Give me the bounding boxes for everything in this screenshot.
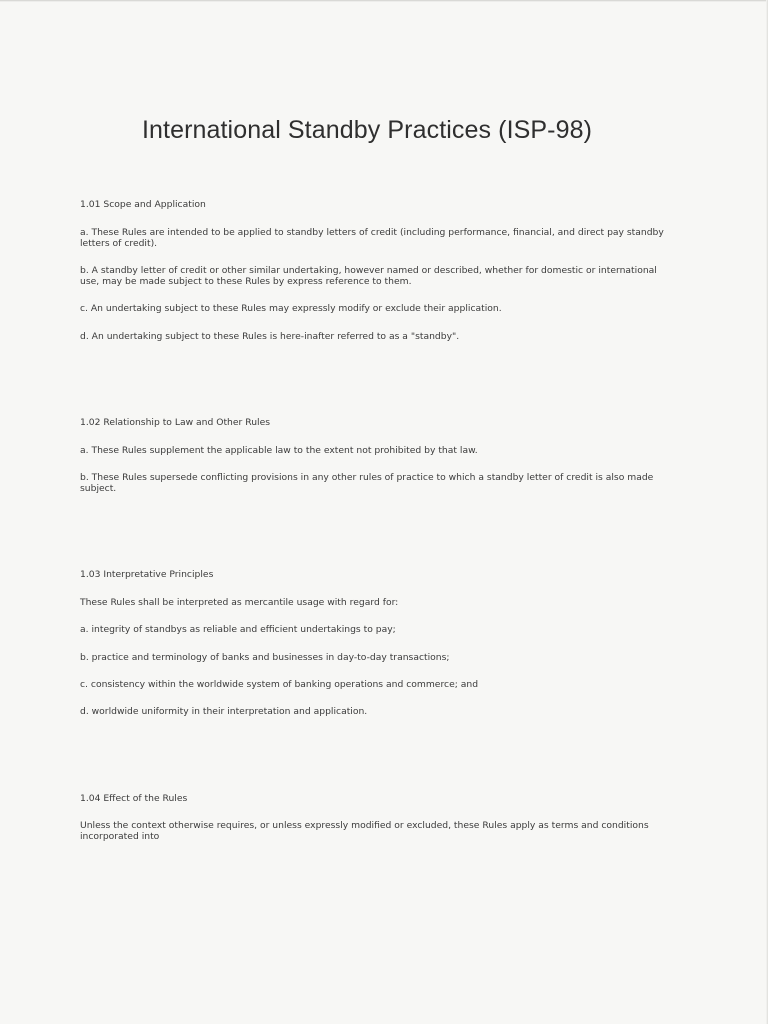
paragraph-1-01-a: a. These Rules are intended to be applied to standby letters of credit (including performance, financial, and direct pay standby letters of credit).: [80, 227, 664, 249]
paragraph-1-03-intro: These Rules shall be interpreted as mercantile usage with regard for:: [80, 597, 399, 608]
paragraph-1-03-b: b. practice and terminology of banks and businesses in day-to-day transactions;: [80, 652, 450, 663]
section-heading-1-01: 1.01 Scope and Application: [80, 199, 206, 210]
section-heading-1-04: 1.04 Effect of the Rules: [80, 793, 188, 804]
paragraph-1-01-c: c. An undertaking subject to these Rules may expressly modify or exclude their application.: [80, 303, 502, 314]
paragraph-1-04-a: Unless the context otherwise requires, or unless expressly modified or excluded, these Rules apply as terms and conditions incorporated into: [80, 820, 649, 842]
paragraph-1-01-b: b. A standby letter of credit or other similar undertaking, however named or described, whether for domestic or international use, may be made subject to these Rules by express reference to them.: [80, 265, 657, 287]
paragraph-1-01-d: d. An undertaking subject to these Rules is here-inafter referred to as a "standby".: [80, 331, 460, 342]
section-heading-1-03: 1.03 Interpretative Principles: [80, 569, 214, 580]
document-title: International Standby Practices (ISP-98): [141, 116, 593, 144]
paragraph-1-03-d: d. worldwide uniformity in their interpretation and application.: [80, 706, 368, 717]
paragraph-1-03-a: a. integrity of standbys as reliable and efficient undertakings to pay;: [80, 624, 396, 635]
paragraph-1-02-a: a. These Rules supplement the applicable law to the extent not prohibited by that law.: [80, 445, 478, 456]
paragraph-1-02-b: b. These Rules supersede conflicting provisions in any other rules of practice to which a standby letter of credit is also made subject.: [80, 472, 654, 494]
paragraph-1-03-c: c. consistency within the worldwide system of banking operations and commerce; and: [80, 679, 479, 690]
section-heading-1-02: 1.02 Relationship to Law and Other Rules: [80, 417, 271, 428]
